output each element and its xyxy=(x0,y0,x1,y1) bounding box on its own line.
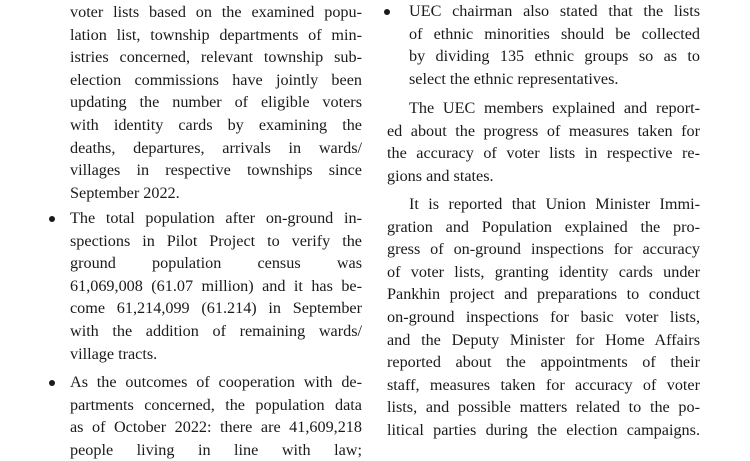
text-line: istries concerned, relevant township sub- xyxy=(70,48,362,67)
paragraph-union-minister-report xyxy=(387,193,700,442)
text-line: deaths, departures, arrivals in wards/ xyxy=(70,138,362,157)
text-line: 61,069,008 (61.07 million) and it has be- xyxy=(70,276,362,295)
text-line: gions and states. xyxy=(387,166,494,185)
text-line: the accuracy of voter lists in respective re- xyxy=(387,144,700,163)
text-line: litical parties during the election campaigns. xyxy=(387,420,700,439)
text-line: ground population census was xyxy=(70,254,362,273)
text-line: of voter lists, granting identity cards under xyxy=(387,262,700,281)
paragraph-voter-list-update xyxy=(70,1,362,204)
bullet-item-total-population xyxy=(70,207,362,365)
bullet-item-ethnic-minorities xyxy=(409,0,700,90)
text-line: staff, measures taken for accuracy of voter xyxy=(387,375,700,394)
text-line: on-ground inspections for basic voter lists, xyxy=(387,307,700,326)
text-line: UEC chairman also stated that the lists xyxy=(409,2,700,20)
text-line: reported about the appointments of their xyxy=(387,353,700,372)
text-line: ed about the progress of measures taken for xyxy=(387,121,700,140)
text-line: with identity cards by examining the xyxy=(70,115,362,134)
text-line: people living in line with law; xyxy=(70,440,362,459)
text-line: gration and Population explained the pro- xyxy=(387,217,700,236)
bullet-icon xyxy=(49,216,55,222)
text-line: updating the number of eligible voters xyxy=(70,93,362,112)
bullet-item-population-data xyxy=(70,371,362,461)
paragraph-uec-members xyxy=(387,97,700,187)
text-line: voter lists based on the examined popu- xyxy=(70,3,362,21)
text-line: select the ethnic representatives. xyxy=(409,69,619,88)
text-line: of ethnic minorities should be collected xyxy=(409,24,700,43)
text-line: and the Deputy Minister for Home Affairs xyxy=(387,330,700,349)
text-line: As the outcomes of cooperation with de- xyxy=(70,373,362,391)
text-line: The UEC members explained and report- xyxy=(409,99,700,117)
text-line: village tracts. xyxy=(70,344,158,363)
text-line: by dividing 135 ethnic groups so as to xyxy=(409,47,700,66)
bullet-icon xyxy=(384,9,390,15)
bullet-icon xyxy=(49,380,55,386)
text-line: partments concerned, the population data xyxy=(70,395,362,414)
text-line: Pankhin project and preparations to conduct xyxy=(387,285,700,304)
text-line: come 61,214,099 (61.214) in September xyxy=(70,299,362,318)
text-line: The total population after on-ground in- xyxy=(70,209,362,227)
text-line: gress of on-ground inspections for accuracy xyxy=(387,240,700,259)
text-line: It is reported that Union Minister Immi- xyxy=(409,195,700,213)
text-line: election commissions have jointly been xyxy=(70,70,362,89)
text-line: lists, and possible matters related to the po- xyxy=(387,398,700,417)
text-line: spections in Pilot Project to verify the xyxy=(70,231,362,250)
text-line: villages in respective townships since xyxy=(70,161,362,180)
text-line: lation list, township departments of min- xyxy=(70,25,362,44)
text-line: September 2022. xyxy=(70,183,180,202)
text-line: as of October 2022: there are 41,609,218 xyxy=(70,418,362,437)
text-line: with the addition of remaining wards/ xyxy=(70,321,362,340)
